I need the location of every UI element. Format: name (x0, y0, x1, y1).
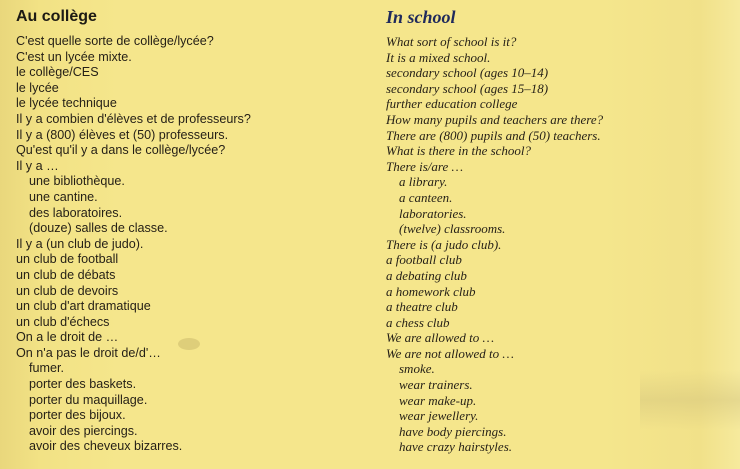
french-phrase: Il y a … (16, 158, 59, 173)
french-phrase: un club d'échecs (16, 314, 110, 329)
english-translation: laboratories. (399, 205, 467, 221)
french-phrase: un club de football (16, 252, 119, 267)
english-translation: What sort of school is it? (386, 34, 517, 49)
french-phrase: Il y a (800) élèves et (50) professeurs. (16, 127, 229, 142)
french-phrase: avoir des cheveux bizarres. (29, 439, 183, 454)
english-translation: secondary school (ages 15–18) (386, 80, 549, 96)
french-phrase: Il y a combien d'élèves et de professeurs? (16, 111, 251, 126)
english-translation: a football club (386, 252, 462, 268)
french-phrase: C'est un lycée mixte. (16, 49, 132, 64)
english-translation: There is (a judo club). (386, 236, 502, 252)
french-column (16, 6, 376, 455)
french-phrase: le lycée (16, 80, 59, 95)
english-translation: a library. (399, 174, 448, 190)
english-translation: wear jewellery. (399, 408, 479, 424)
page-bleed-through (640, 370, 740, 430)
french-phrase: porter des bijoux. (29, 408, 126, 423)
french-phrase: le collège/CES (16, 65, 99, 80)
french-phrase: un club de débats (16, 267, 116, 282)
english-translation: wear make-up. (399, 392, 477, 408)
french-heading: Au collège (16, 8, 97, 25)
french-phrase: (douze) salles de classe. (29, 221, 168, 236)
french-phrase: C'est quelle sorte de collège/lycée? (16, 34, 214, 48)
english-translation: further education college (386, 96, 518, 112)
english-translation: We are allowed to … (386, 330, 495, 346)
english-translation: a homework club (386, 283, 476, 299)
french-phrase: porter du maquillage. (29, 392, 148, 407)
french-phrase: On n'a pas le droit de/d'… (16, 345, 161, 360)
english-translation: a chess club (386, 314, 450, 330)
french-phrase: On a le droit de … (16, 330, 119, 345)
french-phrase: un club d'art dramatique (16, 299, 151, 314)
english-translation: a canteen. (399, 189, 453, 205)
french-phrase: une cantine. (29, 189, 98, 204)
english-translation: wear trainers. (399, 377, 473, 393)
english-translation: What is there in the school? (386, 143, 532, 159)
english-translation: There are (800) pupils and (50) teachers. (386, 127, 601, 143)
french-phrase: des laboratoires. (29, 205, 123, 220)
french-phrase: porter des baskets. (29, 377, 137, 392)
english-translation: secondary school (ages 10–14) (386, 65, 549, 81)
english-translation: have body piercings. (399, 423, 507, 439)
french-list (16, 34, 376, 455)
english-translation: a theatre club (386, 299, 458, 315)
english-translation: have crazy hairstyles. (399, 439, 513, 455)
english-translation: smoke. (399, 361, 435, 377)
english-translation: It is a mixed school. (386, 49, 491, 65)
english-heading: In school (386, 7, 456, 27)
french-phrase: un club de devoirs (16, 283, 119, 298)
english-translation: There is/are … (386, 158, 464, 174)
english-translation: a debating club (386, 267, 467, 283)
page-smudge (178, 338, 200, 350)
english-translation: How many pupils and teachers are there? (386, 111, 604, 127)
french-phrase: fumer. (29, 361, 64, 376)
french-phrase: le lycée technique (16, 96, 117, 111)
french-phrase: Qu'est qu'il y a dans le collège/lycée? (16, 143, 226, 158)
french-phrase: avoir des piercings. (29, 423, 138, 438)
english-translation: (twelve) classrooms. (399, 221, 506, 237)
french-phrase: une bibliothèque. (29, 174, 125, 189)
english-translation: We are not allowed to … (386, 345, 514, 361)
french-phrase: Il y a (un club de judo). (16, 236, 144, 251)
